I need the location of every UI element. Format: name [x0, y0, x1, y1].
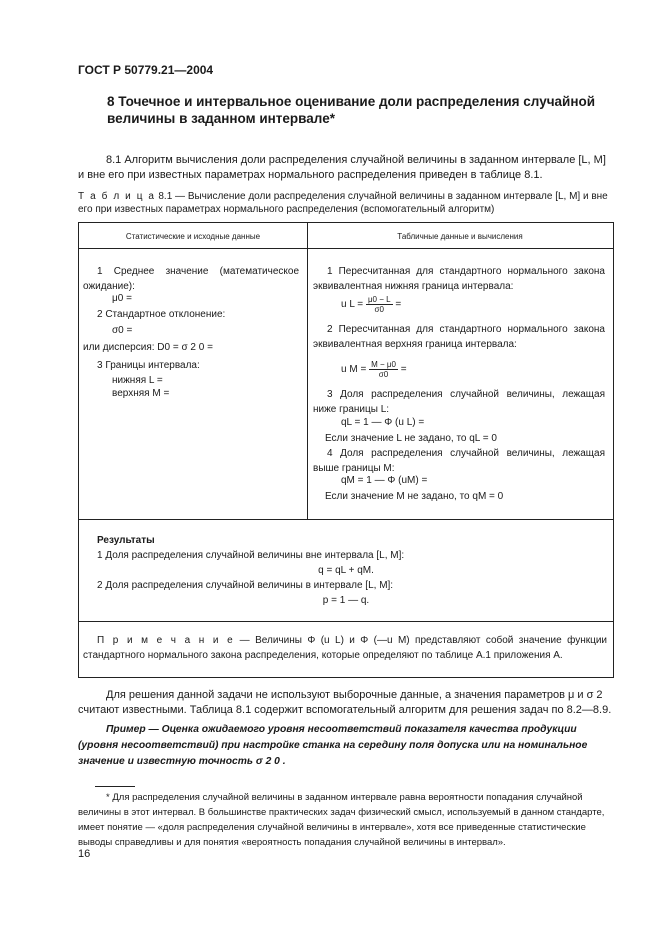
- left-dispersion: или дисперсия: D0 = σ 2 0 =: [83, 342, 213, 353]
- uM-fraction: [369, 360, 398, 379]
- caption-prefix: Т а б л и ц а: [78, 191, 156, 202]
- uM-equals: =: [400, 364, 407, 376]
- header-divider: [79, 248, 613, 249]
- col-header-right: Табличные данные и вычисления: [397, 232, 523, 241]
- right-step2: 2 Пересчитанная для стандартного нормального закона эквивалентная верхняя граница интервала:: [313, 324, 605, 350]
- note-prefix: П р и м е ч а н и е: [97, 635, 235, 646]
- left-item-std: 2 Стандартное отклонение:: [97, 309, 226, 320]
- uL-numerator: μ0 − L: [367, 295, 391, 304]
- col-header-left: Статистические и исходные данные: [125, 232, 261, 241]
- uM-denominator: σ0: [378, 370, 389, 379]
- example-paragraph: Пример — Оценка ожидаемого уровня несоответствий показателя качества продукции (уровня несоответствий) при настройке станка на середину поля допуска или на номинальное значение и известную точность σ 2 0 .: [78, 724, 588, 767]
- uM-numerator: M − μ0: [371, 360, 396, 369]
- algorithm-table: [78, 222, 614, 678]
- result-outside-interval: 1 Доля распределения случайной величины вне интервала [L, M]:: [97, 550, 405, 561]
- left-item-bounds: 3 Границы интервала:: [97, 360, 200, 371]
- result-inside-interval: 2 Доля распределения случайной величины в интервале [L, M]:: [97, 580, 394, 591]
- uL-equals: =: [395, 299, 402, 311]
- column-divider: [307, 223, 308, 519]
- result-p-formula: p = 1 — q.: [322, 595, 370, 606]
- left-lower-bound: нижняя L =: [112, 375, 163, 386]
- left-upper-bound: верхняя M =: [112, 388, 170, 399]
- after-table-paragraph: Для решения данной задачи не используют выборочные данные, а значения параметров μ и σ 2 считают известными. Таблица 8.1 содержит вспомогательный алгоритм для решения задач по 8.2—8.9.: [78, 689, 612, 716]
- standard-code: ГОСТ Р 50779.21—2004: [78, 63, 214, 77]
- right-step1: 1 Пересчитанная для стандартного нормального закона эквивалентная нижняя граница интервала:: [313, 266, 605, 292]
- uL-denominator: σ0: [374, 305, 384, 314]
- formula-qM: qM = 1 — Φ (uM) =: [341, 475, 428, 486]
- right-step4: 4 Доля распределения случайной величины, лежащая выше границы M:: [313, 448, 605, 474]
- page-number: 16: [78, 848, 91, 860]
- formula-uM: [341, 360, 407, 379]
- left-item-mean: 1 Среднее значение (математическое ожидание):: [83, 266, 299, 292]
- right-step3: 3 Доля распределения случайной величины, лежащая ниже границы L:: [313, 389, 605, 415]
- qL-note: Если значение L не задано, то qL = 0: [325, 433, 497, 444]
- uL-fraction: [366, 295, 393, 314]
- table-caption: [78, 190, 614, 216]
- results-divider: [79, 519, 613, 520]
- results-title: Результаты: [97, 535, 155, 546]
- note-divider: [79, 621, 613, 622]
- formula-uL: [341, 295, 401, 314]
- formula-qL: qL = 1 — Φ (u L) =: [341, 417, 425, 428]
- footnote-rule: [95, 786, 135, 787]
- qM-note: Если значение M не задано, то qM = 0: [325, 491, 504, 502]
- uM-lhs: u M =: [341, 364, 367, 376]
- caption-text: 8.1 — Вычисление доли распределения случайной величины в заданном интервале [L, M] и вне его при известных параметрах нормального распределения (вспомогательный алгоритм): [78, 191, 608, 215]
- uL-lhs: u L =: [341, 299, 364, 311]
- table-note: [83, 633, 607, 663]
- left-mu0: μ0 =: [112, 293, 132, 304]
- section-title: 8 Точечное и интервальное оценивание доли распределения случайной величины в заданном интервале*: [107, 94, 596, 126]
- left-sigma0: σ0 =: [112, 325, 133, 336]
- intro-paragraph: 8.1 Алгоритм вычисления доли распределения случайной величины в заданном интервале [L, M] и вне его при известных параметрах нормального распределения приведен в таблице 8.1.: [78, 154, 606, 181]
- note-text: — Величины Φ (u L) и Φ (—u M) представляют собой значение функции стандартного нормального закона распределения, которые определяют по таблице А.1 приложения А.: [83, 635, 607, 661]
- footnote: * Для распределения случайной величины в заданном интервале равна вероятности попадания случайной величины в этот интервал. В большинстве практических задач физический смысл, используемый в данном стандарте, имеет понятие — «доля распределения случайной величины в интервале», хотя все приведенные статистические выводы справедливы и для понятия «вероятность попадания случайной величины в интервал».: [78, 792, 605, 848]
- result-q-formula: q = qL + qM.: [318, 565, 374, 576]
